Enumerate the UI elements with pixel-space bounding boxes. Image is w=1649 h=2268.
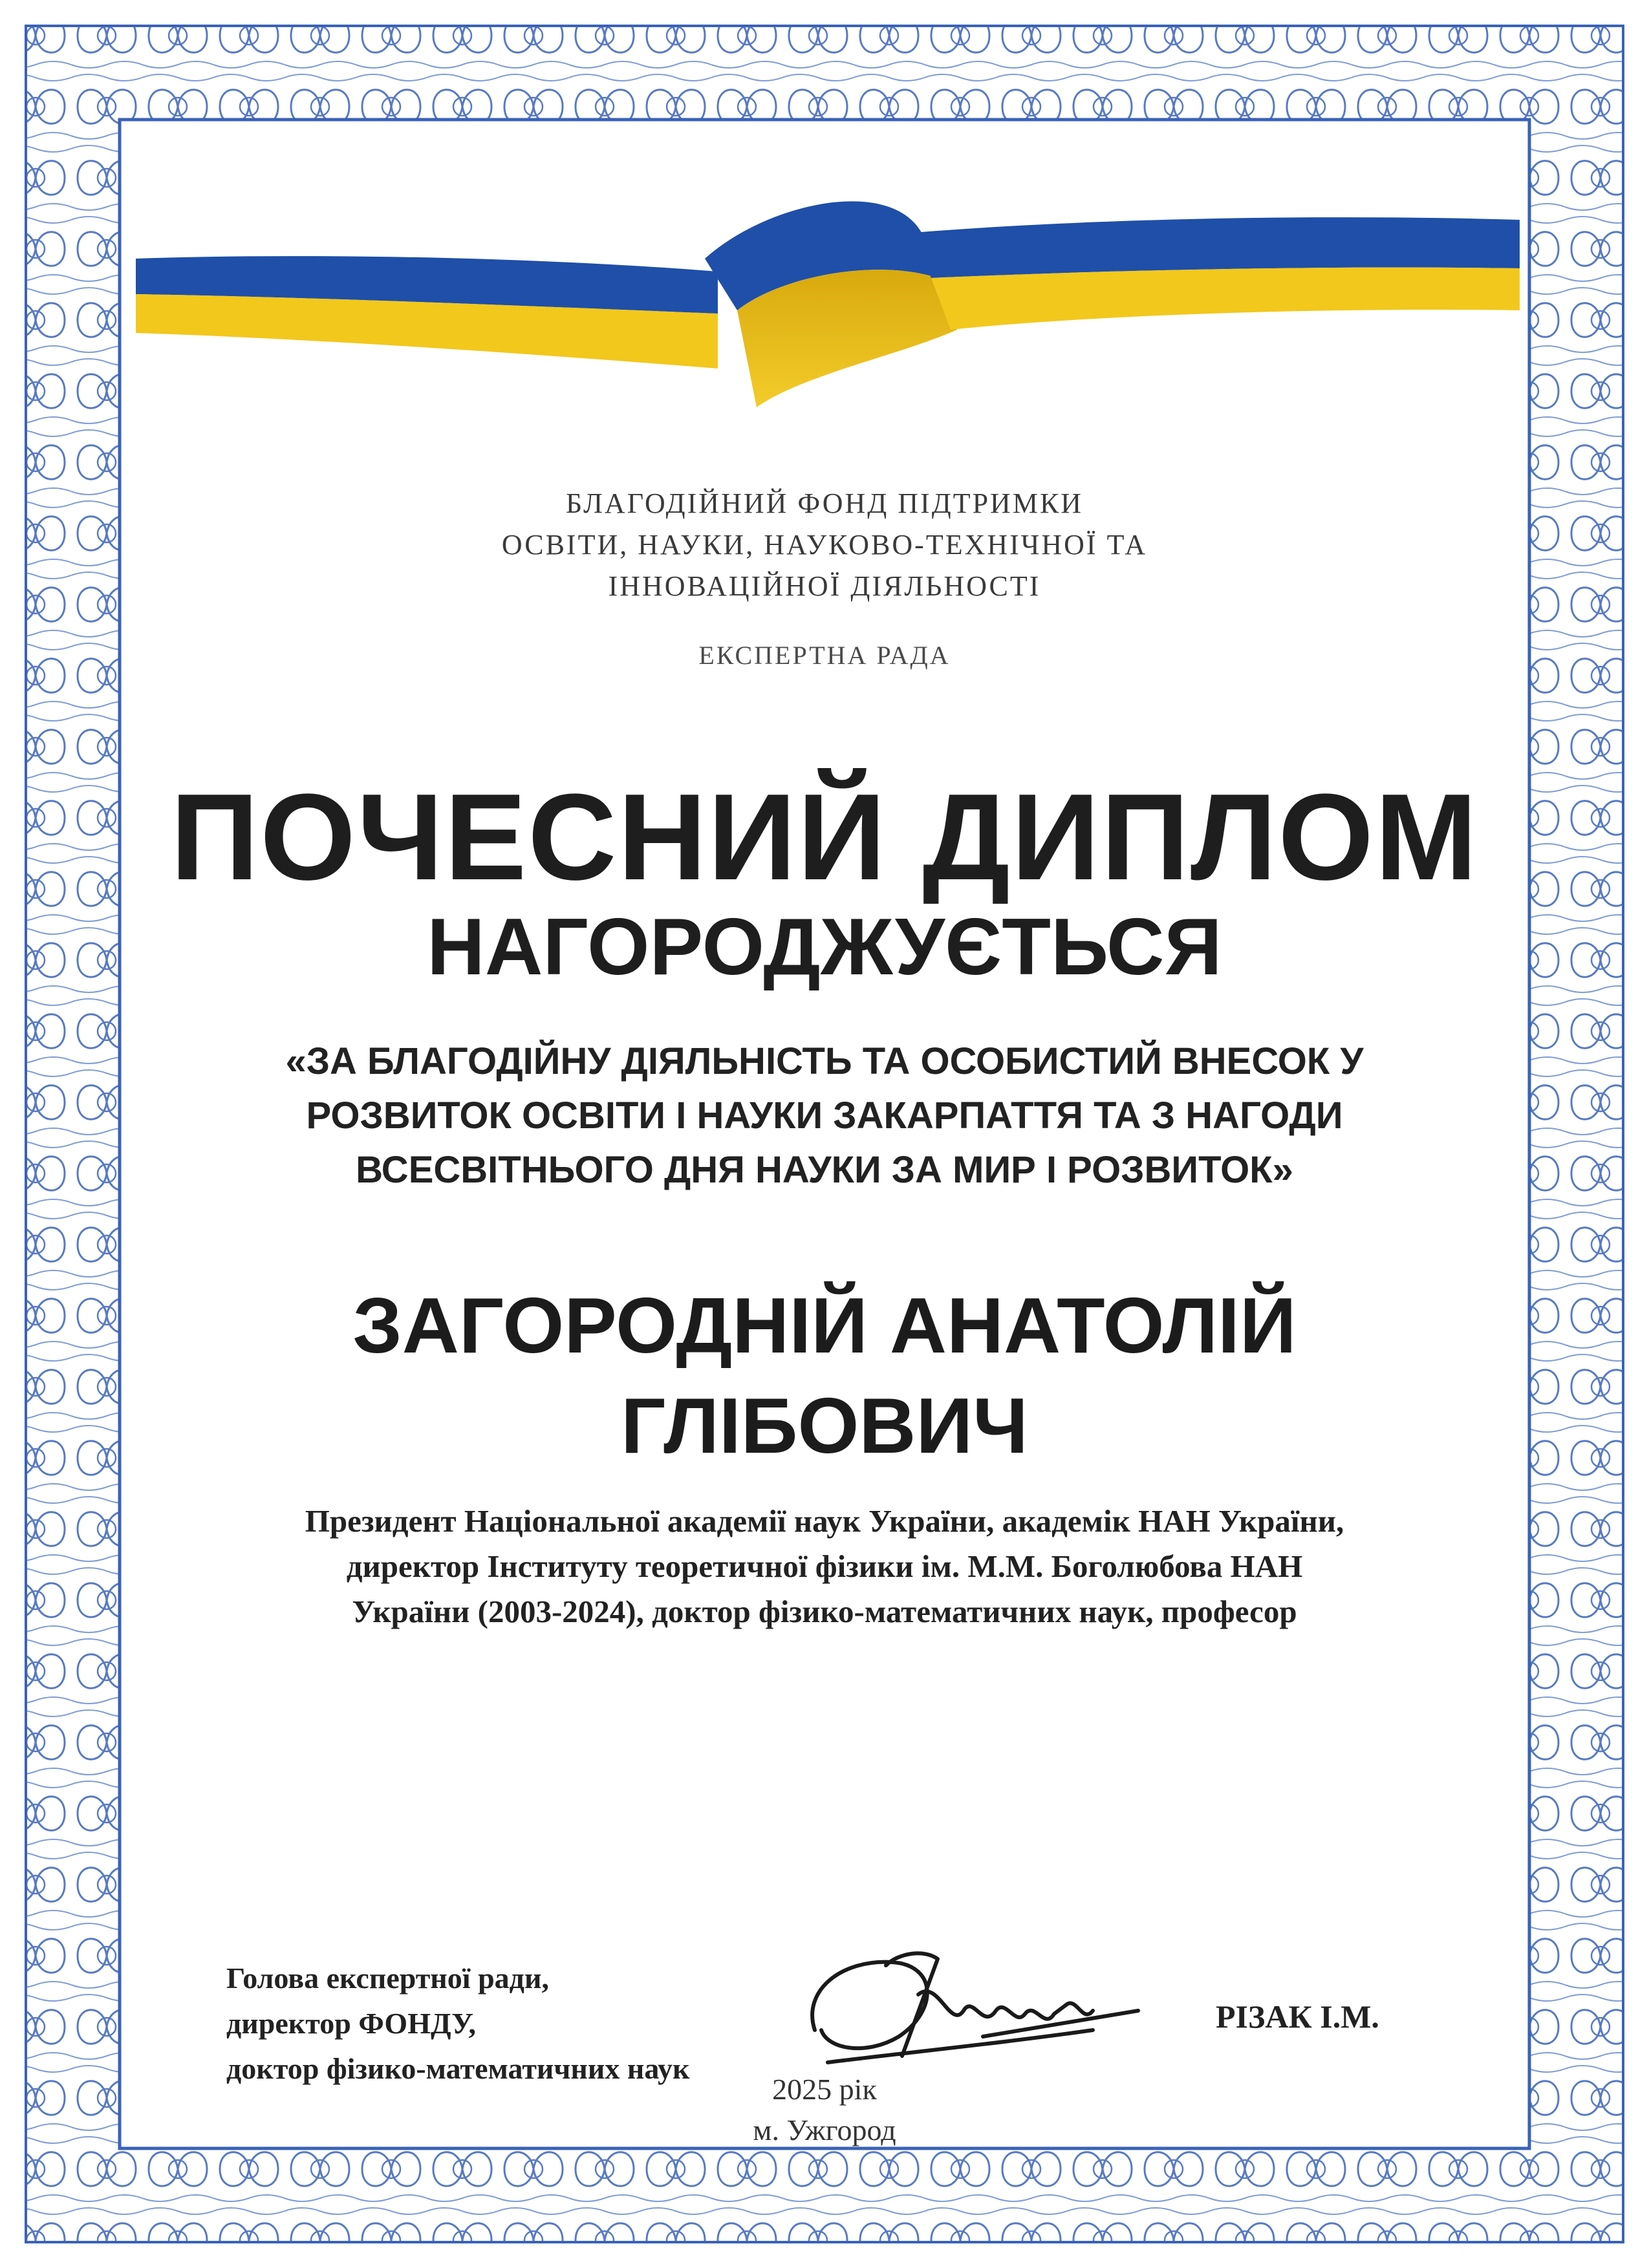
- organization-line-1: БЛАГОДІЙНИЙ ФОНД ПІДТРИМКИ: [565, 487, 1084, 519]
- expert-council-label: ЕКСПЕРТНА РАДА: [698, 641, 951, 670]
- signatory-name: РІЗАК І.М.: [1216, 1998, 1379, 2035]
- issue-year: 2025 рік: [772, 2073, 877, 2106]
- issue-city: м. Ужгород: [753, 2113, 896, 2146]
- organization-line-2: ОСВІТИ, НАУКИ, НАУКОВО-ТЕХНІЧНОЇ ТА: [501, 529, 1148, 561]
- recipient-description-line-2: директор Інституту теоретичної фізики ім. М.М. Боголюбова НАН: [346, 1548, 1303, 1584]
- award-reason-line-3: ВСЕСВІТНЬОГО ДНЯ НАУКИ ЗА МИР І РОЗВИТОК»: [356, 1149, 1293, 1191]
- recipient-description-line-3: України (2003-2024), доктор фізико-математичних наук, професор: [352, 1594, 1297, 1629]
- awarded-heading: НАГОРОДЖУЄТЬСЯ: [427, 903, 1222, 992]
- signatory-line-2: директор ФОНДУ,: [226, 2007, 476, 2040]
- recipient-name-line-1: ЗАГОРОДНІЙ АНАТОЛІЙ: [352, 1281, 1297, 1369]
- diploma-title: ПОЧЕСНИЙ ДИПЛОМ: [170, 769, 1479, 906]
- organization-line-3: ІННОВАЦІЙНОЇ ДІЯЛЬНОСТІ: [608, 570, 1041, 602]
- flag-ribbon: [136, 162, 1520, 420]
- handwritten-signature: [789, 1933, 1151, 2082]
- award-reason-line-1: «ЗА БЛАГОДІЙНУ ДІЯЛЬНІСТЬ ТА ОСОБИСТИЙ ВНЕСОК У: [285, 1040, 1364, 1082]
- recipient-name-line-2: ГЛІБОВИЧ: [621, 1382, 1028, 1470]
- signatory-line-1: Голова експертної ради,: [226, 1962, 549, 1995]
- signatory-title: [226, 1956, 690, 2091]
- award-reason-line-2: РОЗВИТОК ОСВІТИ І НАУКИ ЗАКАРПАТТЯ ТА З НАГОДИ: [306, 1095, 1343, 1137]
- recipient-description-line-1: Президент Національної академії наук України, академік НАН України,: [305, 1503, 1344, 1539]
- signatory-line-3: доктор фізико-математичних наук: [226, 2052, 690, 2085]
